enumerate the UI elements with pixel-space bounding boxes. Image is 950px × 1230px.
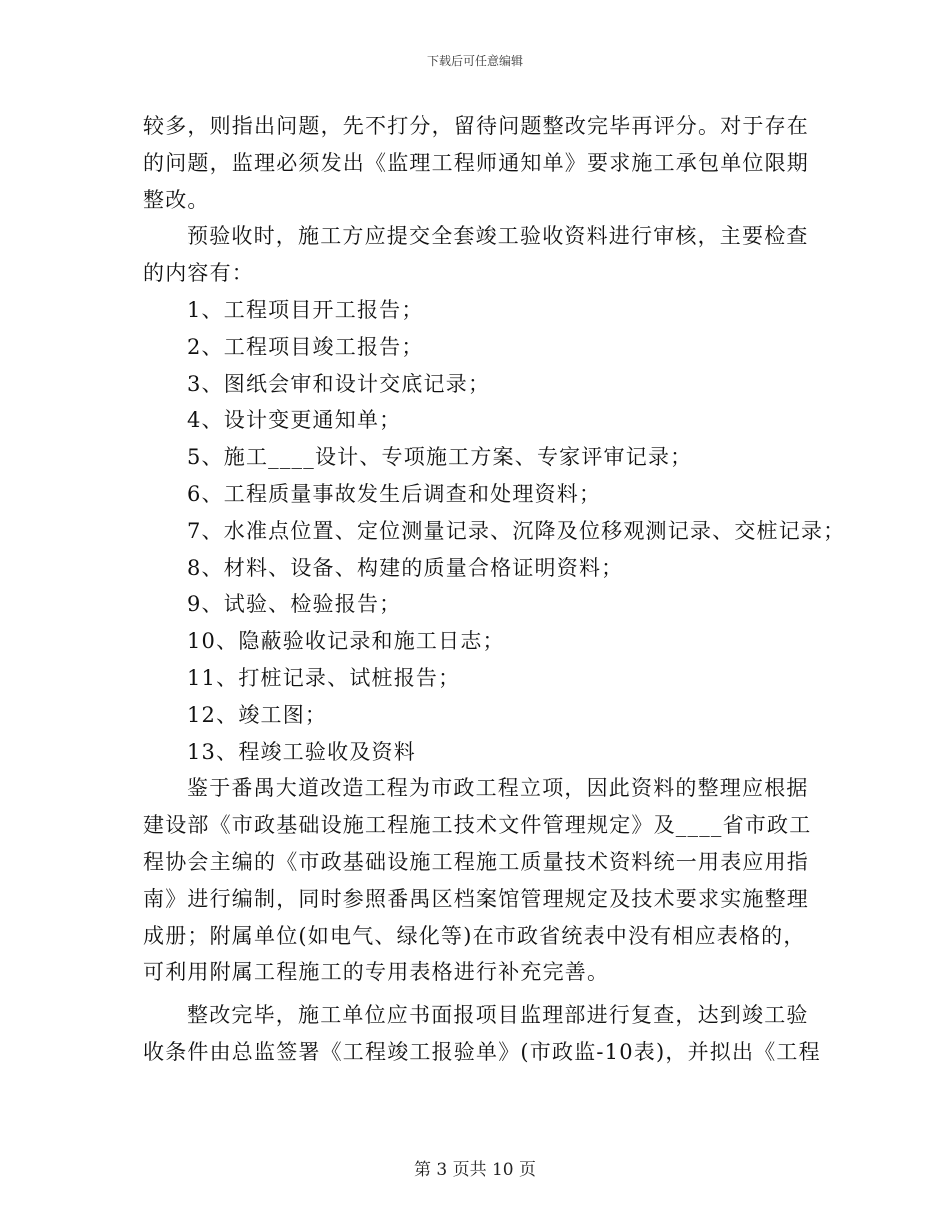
list-item: 13、程竣工验收及资料 [187, 739, 416, 764]
paragraph-rectification: 整改完毕，施工单位应书面报项目监理部进行复查，达到竣工验收条件由总监签署《工程竣工报验单》(市政监-10表)，并拟出《工程 [143, 1003, 821, 1064]
list-item: 4、设计变更通知单； [187, 408, 402, 433]
list-item: 7、水准点位置、定位测量记录、沉降及位移观测记录、交桩记录； [187, 518, 846, 543]
page-footer: 第 3 页共 10 页 [413, 1160, 537, 1180]
list-item: 10、隐蔽验收记录和施工日志； [187, 629, 505, 654]
document-body [143, 108, 846, 1071]
list-item: 2、工程项目竣工报告； [187, 334, 424, 359]
list-item: 9、试验、检验报告； [187, 592, 402, 617]
list-item: 12、竣工图； [187, 702, 328, 727]
paragraph-continuation: 较多，则指出问题，先不打分，留待问题整改完毕再评分。对于存在的问题，监理必须发出《监理工程师通知单》要求施工承包单位限期整改。 [143, 114, 809, 212]
page-header: 下载后可任意编辑 [426, 54, 523, 68]
list-item: 1、工程项目开工报告； [187, 297, 424, 322]
checklist [143, 292, 846, 770]
list-item: 6、工程质量事故发生后调查和处理资料； [187, 481, 602, 506]
list-item: 3、图纸会审和设计交底记录； [187, 371, 491, 396]
list-item: 8、材料、设备、构建的质量合格证明资料； [187, 555, 624, 580]
list-item: 11、打桩记录、试桩报告； [187, 665, 461, 690]
list-item: 5、施工____设计、专项施工方案、专家评审记录； [187, 445, 693, 470]
paragraph-pre-acceptance: 预验收时，施工方应提交全套竣工验收资料进行审核，主要检查的内容有： [143, 224, 809, 286]
paragraph-standards: 鉴于番禺大道改造工程为市政工程立项，因此资料的整理应根据建设部《市政基础设施工程施工技术文件管理规定》及____省市政工程协会主编的《市政基础设施工程施工质量技术资料统一用表应用指南》进行编制，同时参照番禺区档案馆管理规定及技术要求实施整理成册；附属单位(如电气、绿化等)在市政省统表中没有相应表格的，可利用附属工程施工的专用表格进行补充完善。 [143, 776, 812, 985]
